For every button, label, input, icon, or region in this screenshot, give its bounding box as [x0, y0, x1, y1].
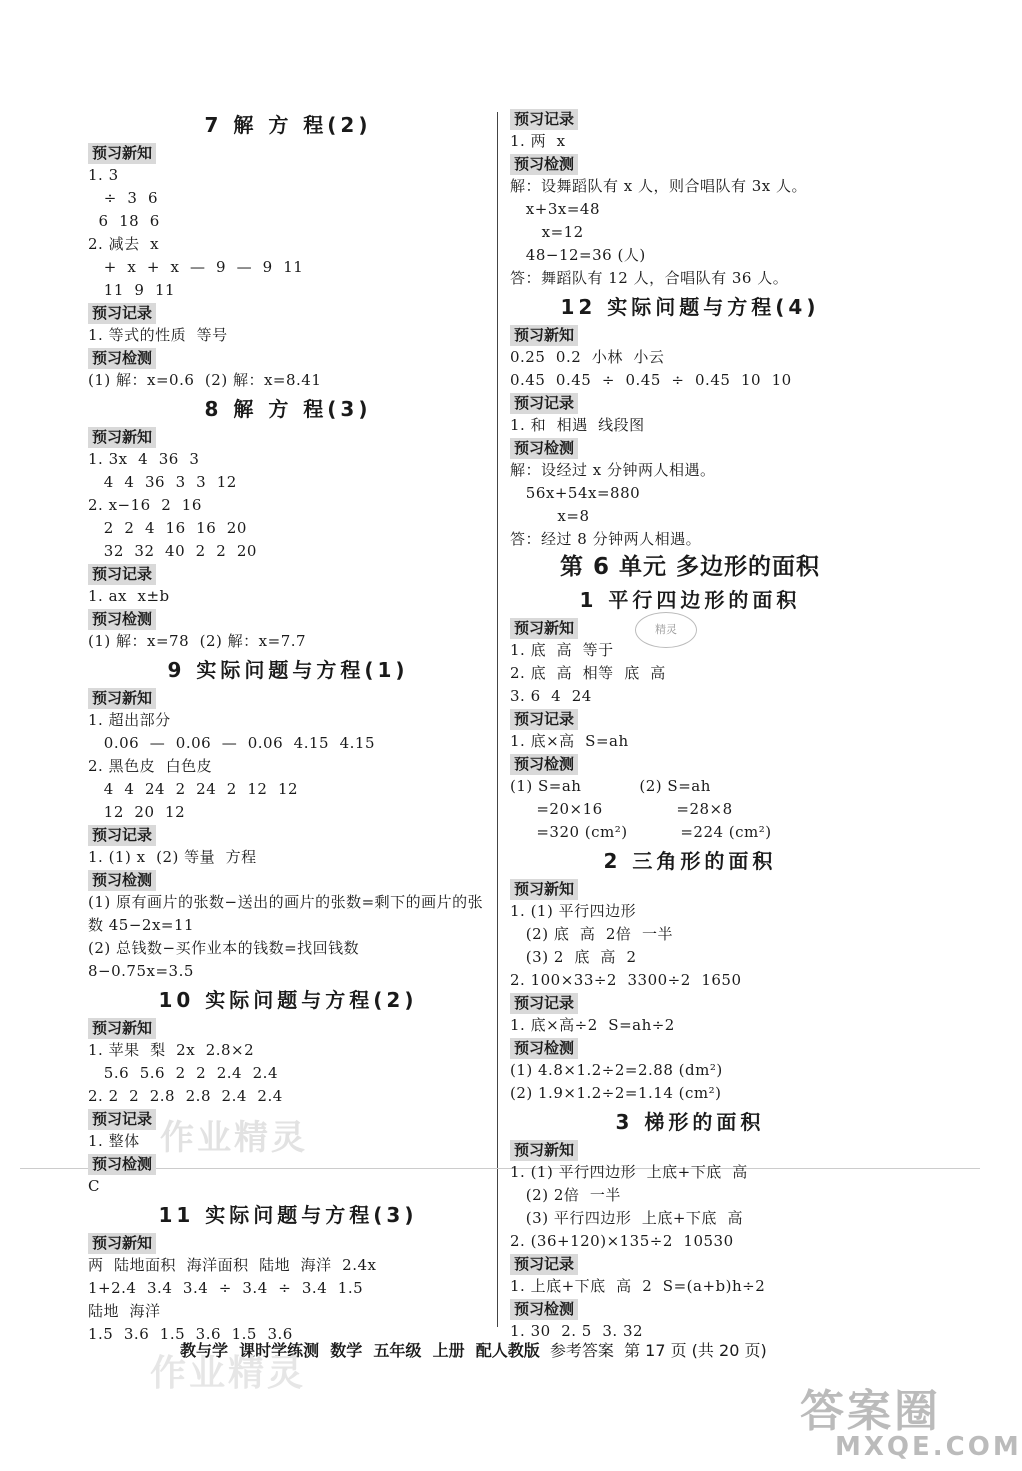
answer-line: 1. 上底+下底 高 2 S=(a+b)h÷2 — [510, 1277, 766, 1295]
section-tag-row — [510, 1298, 870, 1320]
answer-line: 1. 30 2. 5 3. 32 — [510, 1322, 644, 1340]
answer-line: 4 4 24 2 24 2 12 12 — [88, 780, 299, 798]
answer-line: 11 9 11 — [88, 281, 176, 299]
answer-line: 1. 底 高 等于 — [510, 641, 614, 659]
section-tag: 预习检测 — [510, 438, 578, 459]
watermark-top: 作业精灵 — [160, 1118, 308, 1158]
section-tag: 预习检测 — [510, 154, 578, 175]
section-tag: 预习检测 — [510, 1299, 578, 1320]
section-tag-row — [88, 302, 488, 324]
answer-line: 56x+54x=880 — [510, 484, 641, 502]
answer-line: 1+2.4 3.4 3.4 ÷ 3.4 ÷ 3.4 1.5 — [88, 1279, 364, 1297]
stamp-watermark: 精灵 — [635, 612, 697, 648]
answer-line: 2 2 4 16 16 20 — [88, 519, 247, 537]
answer-line: 1. (1) 平行四边形 — [510, 902, 637, 920]
watermark-bottom: 作业精灵 — [150, 1353, 307, 1394]
answer-line: (2) 1.9×1.2÷2=1.14 (cm²) — [510, 1084, 722, 1102]
answer-line: 48−12=36 (人) — [510, 246, 646, 264]
answer-line: 两 陆地面积 海洋面积 陆地 海洋 2.4x — [88, 1256, 377, 1274]
answer-line: (3) 2 底 高 2 — [510, 948, 637, 966]
section-tag-row — [510, 1253, 870, 1275]
section-tag-row — [510, 153, 870, 175]
section-title: 10 实际问题与方程(2) — [158, 988, 418, 1012]
section-tag-row — [510, 108, 870, 130]
answer-line: 1. 底×高 S=ah — [510, 732, 629, 750]
section-tag-row — [510, 708, 870, 730]
section-title: 3 梯形的面积 — [615, 1110, 765, 1134]
answer-line: (1) 4.8×1.2÷2=2.88 (dm²) — [510, 1061, 723, 1079]
section-tag: 预习新知 — [88, 143, 156, 164]
section-tag: 预习新知 — [88, 1233, 156, 1254]
answer-line: 3. 6 4 24 — [510, 687, 592, 705]
footer-page-number: 参考答案 第 17 页 (共 20 页) — [539, 1341, 767, 1360]
answer-line: (1) S=ah (2) S=ah — [510, 777, 711, 795]
answer-line: 2. 底 高 相等 底 高 — [510, 664, 666, 682]
section-tag: 预习记录 — [88, 303, 156, 324]
section-tag-row — [510, 1139, 870, 1161]
section-tag-row — [510, 878, 870, 900]
section-title: 1 平行四边形的面积 — [579, 588, 801, 612]
answer-line: 答：经过 8 分钟两人相遇。 — [510, 530, 702, 548]
answer-line: 8−0.75x=3.5 — [88, 962, 194, 980]
section-tag: 预习检测 — [510, 754, 578, 775]
section-tag: 预习检测 — [88, 348, 156, 369]
right-column — [510, 108, 870, 1343]
unit-heading: 第 6 单元 多边形的面积 — [559, 554, 821, 580]
answer-line: 1. 3x 4 36 3 — [88, 450, 200, 468]
answer-line: 1. 整体 — [88, 1132, 140, 1150]
section-tag-row — [510, 992, 870, 1014]
section-tag-row — [88, 347, 488, 369]
section-title: 9 实际问题与方程(1) — [167, 658, 409, 682]
section-tag: 预习新知 — [88, 1018, 156, 1039]
answer-line: 1. ax x±b — [88, 587, 170, 605]
answer-line: (2) 2倍 一半 — [510, 1186, 621, 1204]
section-tag: 预习新知 — [88, 688, 156, 709]
answer-line: 12 20 12 — [88, 803, 186, 821]
section-tag: 预习记录 — [88, 825, 156, 846]
answer-line: 1. 3 — [88, 166, 119, 184]
section-tag-row — [88, 1232, 488, 1254]
section-tag-row — [88, 869, 488, 891]
section-tag: 预习记录 — [88, 1109, 156, 1130]
site-logo-watermark: 答案圈 — [800, 1386, 941, 1437]
answer-line: 6 18 6 — [88, 212, 160, 230]
answer-line: (2) 总钱数−买作业本的钱数=找回钱数 — [88, 939, 360, 957]
answer-line: 1. 两 x — [510, 132, 566, 150]
section-tag: 预习检测 — [88, 609, 156, 630]
section-tag-row — [88, 608, 488, 630]
answer-line: 2. 100×33÷2 3300÷2 1650 — [510, 971, 742, 989]
answer-line: (2) 底 高 2倍 一半 — [510, 925, 673, 943]
answer-line: 1. 等式的性质 等号 — [88, 326, 228, 344]
section-tag-row — [510, 1037, 870, 1059]
answer-line: 5.6 5.6 2 2 2.4 2.4 — [88, 1064, 278, 1082]
column-divider — [497, 112, 498, 1327]
section-tag: 预习新知 — [510, 618, 578, 639]
answer-line: ÷ 3 6 — [88, 189, 159, 207]
section-tag: 预习检测 — [88, 1154, 156, 1175]
section-tag-row — [510, 392, 870, 414]
section-tag: 预习记录 — [510, 393, 578, 414]
section-tag: 预习检测 — [88, 870, 156, 891]
section-tag: 预习新知 — [510, 1140, 578, 1161]
answer-paragraph: (1) 原有画片的张数−送出的画片的张数=剩下的画片的张数 45−2x=11 — [88, 893, 484, 934]
answer-line: x=8 — [510, 507, 590, 525]
answer-line: x+3x=48 — [510, 200, 600, 218]
section-tag-row — [88, 824, 488, 846]
answer-line: 1. 苹果 梨 2x 2.8×2 — [88, 1041, 255, 1059]
section-tag-row — [88, 563, 488, 585]
section-tag-row — [88, 1017, 488, 1039]
section-tag: 预习检测 — [510, 1038, 578, 1059]
answer-line: 2. 黑色皮 白色皮 — [88, 757, 213, 775]
answer-line: 2. (36+120)×135÷2 10530 — [510, 1232, 734, 1250]
answer-line: + x + x — 9 — 9 11 — [88, 258, 304, 276]
answer-line: 2. x−16 2 16 — [88, 496, 202, 514]
answer-line: =20×16 =28×8 — [510, 800, 733, 818]
site-url-watermark: MXQE.COM — [835, 1432, 1022, 1462]
answer-line: 0.25 0.2 小林 小云 — [510, 348, 665, 366]
answer-line: 0.45 0.45 ÷ 0.45 ÷ 0.45 10 10 — [510, 371, 792, 389]
answer-line: 1. 和 相遇 线段图 — [510, 416, 645, 434]
answer-line: C — [88, 1177, 100, 1195]
section-tag: 预习记录 — [88, 564, 156, 585]
section-tag-row — [510, 753, 870, 775]
answer-line: 陆地 海洋 — [88, 1302, 161, 1320]
section-tag-row — [88, 142, 488, 164]
footer-book-title: 教与学 课时学练测 数学 五年级 上册 配人教版 — [180, 1341, 540, 1360]
answer-line: 解：设经过 x 分钟两人相遇。 — [510, 461, 716, 479]
answer-line: =320 (cm²) =224 (cm²) — [510, 823, 772, 841]
section-tag-row — [510, 437, 870, 459]
answer-line: 1.5 3.6 1.5 3.6 1.5 3.6 — [88, 1325, 293, 1343]
answer-line: 2. 2 2 2.8 2.8 2.4 2.4 — [88, 1087, 283, 1105]
section-title: 7 解 方 程(2) — [204, 113, 372, 137]
answer-line: 1. 底×高÷2 S=ah÷2 — [510, 1016, 675, 1034]
section-title: 12 实际问题与方程(4) — [560, 295, 820, 319]
answer-line: 解：设舞蹈队有 x 人，则合唱队有 3x 人。 — [510, 177, 808, 195]
section-tag: 预习新知 — [88, 427, 156, 448]
answer-line: 1. 超出部分 — [88, 711, 171, 729]
section-tag: 预习记录 — [510, 709, 578, 730]
answer-line: 2. 减去 x — [88, 235, 160, 253]
answer-line: 1. (1) x (2) 等量 方程 — [88, 848, 257, 866]
section-tag: 预习记录 — [510, 993, 578, 1014]
answer-line: x=12 — [510, 223, 584, 241]
answer-line: 32 32 40 2 2 20 — [88, 542, 257, 560]
answer-line: 答：舞蹈队有 12 人，合唱队有 36 人。 — [510, 269, 789, 287]
section-tag: 预习新知 — [510, 325, 578, 346]
answer-line: (1) 解：x=78 (2) 解：x=7.7 — [88, 632, 307, 650]
left-column — [88, 108, 488, 1346]
answer-line: 4 4 36 3 3 12 — [88, 473, 237, 491]
answer-line: 0.06 — 0.06 — 0.06 4.15 4.15 — [88, 734, 376, 752]
section-title: 11 实际问题与方程(3) — [158, 1203, 418, 1227]
section-title: 8 解 方 程(3) — [204, 397, 372, 421]
section-title: 2 三角形的面积 — [603, 849, 777, 873]
section-tag: 预习记录 — [510, 109, 578, 130]
answer-line: 1. (1) 平行四边形 上底+下底 高 — [510, 1163, 748, 1181]
answer-line: (1) 解：x=0.6 (2) 解：x=8.41 — [88, 371, 322, 389]
section-tag: 预习记录 — [510, 1254, 578, 1275]
section-tag-row — [510, 324, 870, 346]
section-tag-row — [88, 687, 488, 709]
section-tag-row — [88, 426, 488, 448]
answer-line: (3) 平行四边形 上底+下底 高 — [510, 1209, 743, 1227]
section-tag: 预习新知 — [510, 879, 578, 900]
